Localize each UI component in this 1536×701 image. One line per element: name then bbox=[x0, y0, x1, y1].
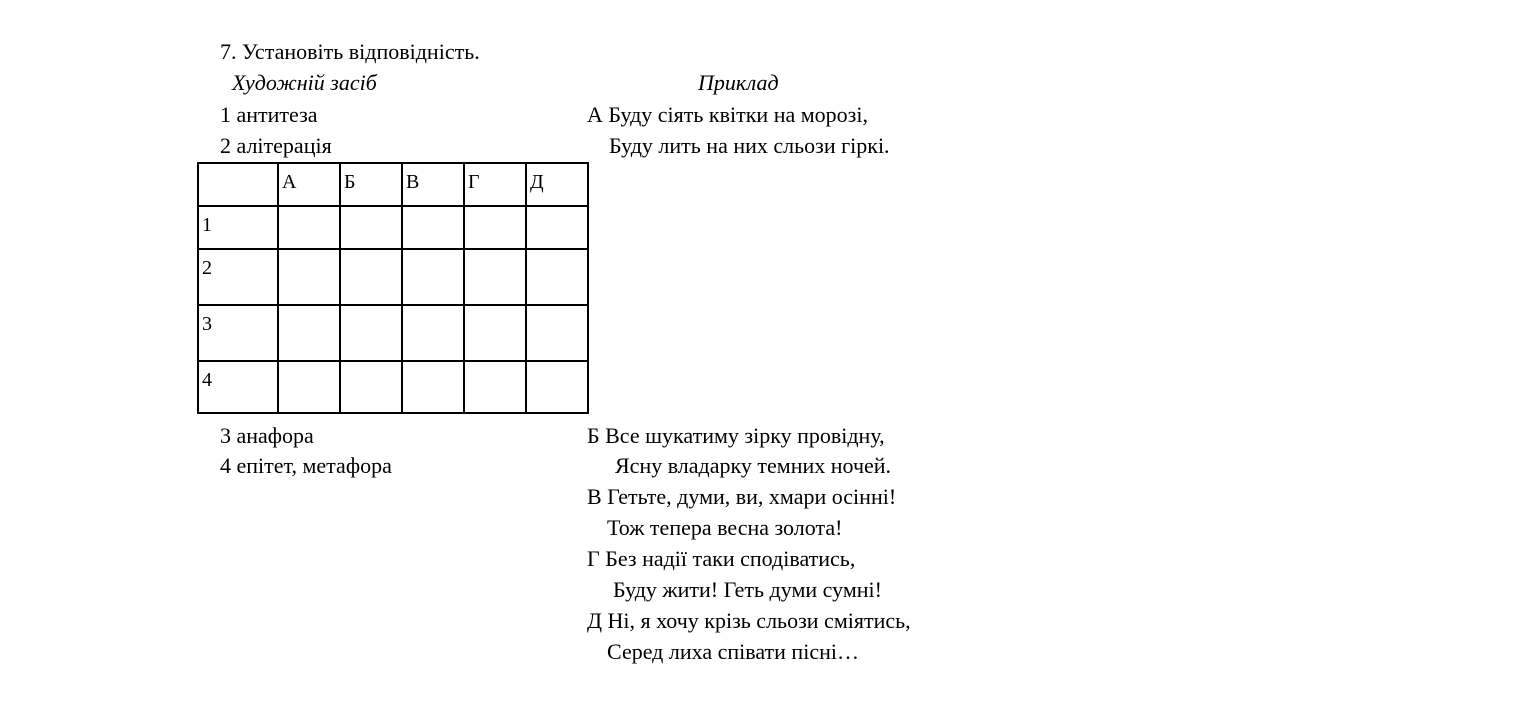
grid-corner-cell bbox=[198, 163, 278, 206]
grid-answer-cell[interactable] bbox=[402, 249, 464, 305]
grid-answer-cell[interactable] bbox=[402, 305, 464, 361]
example-b-line-2: Ясну владарку темних ночей. bbox=[615, 453, 892, 478]
example-a-line-2: Буду лить на них сльози гіркі. bbox=[609, 133, 890, 158]
grid-column-header-v: В bbox=[402, 163, 464, 206]
grid-row-label-1: 1 bbox=[198, 206, 278, 249]
grid-column-header-b: Б bbox=[340, 163, 402, 206]
grid-header-row bbox=[198, 163, 588, 206]
example-g-line-1: Г Без надії таки сподіватись, bbox=[587, 546, 856, 571]
example-g-line-2: Буду жити! Геть думи сумні! bbox=[613, 577, 882, 602]
example-v-line-1: В Гетьте, думи, ви, хмари осінні! bbox=[587, 484, 897, 509]
grid-answer-cell[interactable] bbox=[340, 305, 402, 361]
grid-answer-cell[interactable] bbox=[464, 361, 526, 413]
grid-row-4 bbox=[198, 361, 588, 413]
grid-answer-cell[interactable] bbox=[464, 249, 526, 305]
grid-column-header-g: Г bbox=[464, 163, 526, 206]
grid-row-label-2: 2 bbox=[198, 249, 278, 305]
device-item-3: 3 анафора bbox=[220, 423, 314, 448]
grid-column-header-d: Д bbox=[526, 163, 588, 206]
header-example: Приклад bbox=[698, 70, 779, 95]
grid-answer-cell[interactable] bbox=[402, 361, 464, 413]
answer-grid bbox=[197, 162, 589, 414]
grid-answer-cell[interactable] bbox=[340, 361, 402, 413]
grid-row-label-3: 3 bbox=[198, 305, 278, 361]
device-item-1: 1 антитеза bbox=[220, 102, 318, 127]
grid-answer-cell[interactable] bbox=[526, 249, 588, 305]
grid-answer-cell[interactable] bbox=[526, 361, 588, 413]
grid-answer-cell[interactable] bbox=[526, 206, 588, 249]
task-title: 7. Установіть відповідність. bbox=[220, 39, 480, 64]
grid-answer-cell[interactable] bbox=[278, 361, 340, 413]
example-d-line-2: Серед лиха співати пісні… bbox=[607, 639, 859, 664]
example-d-line-1: Д Ні, я хочу крізь сльози сміятись, bbox=[587, 608, 911, 633]
grid-answer-cell[interactable] bbox=[340, 206, 402, 249]
device-item-2: 2 алітерація bbox=[220, 133, 332, 158]
device-item-4: 4 епітет, метафора bbox=[220, 453, 392, 478]
grid-answer-cell[interactable] bbox=[526, 305, 588, 361]
grid-answer-cell[interactable] bbox=[464, 206, 526, 249]
grid-row-label-4: 4 bbox=[198, 361, 278, 413]
grid-answer-cell[interactable] bbox=[278, 249, 340, 305]
example-b-line-1: Б Все шукатиму зірку провідну, bbox=[587, 423, 885, 448]
grid-answer-cell[interactable] bbox=[340, 249, 402, 305]
example-v-line-2: Тож тепера весна золота! bbox=[607, 515, 843, 540]
grid-answer-cell[interactable] bbox=[278, 305, 340, 361]
grid-row-1 bbox=[198, 206, 588, 249]
grid-row-3 bbox=[198, 305, 588, 361]
header-device: Художній засіб bbox=[232, 70, 377, 95]
grid-answer-cell[interactable] bbox=[278, 206, 340, 249]
example-a-line-1: А Буду сіять квітки на морозі, bbox=[587, 102, 868, 127]
grid-column-header-a: А bbox=[278, 163, 340, 206]
grid-answer-cell[interactable] bbox=[402, 206, 464, 249]
grid-row-2 bbox=[198, 249, 588, 305]
grid-answer-cell[interactable] bbox=[464, 305, 526, 361]
